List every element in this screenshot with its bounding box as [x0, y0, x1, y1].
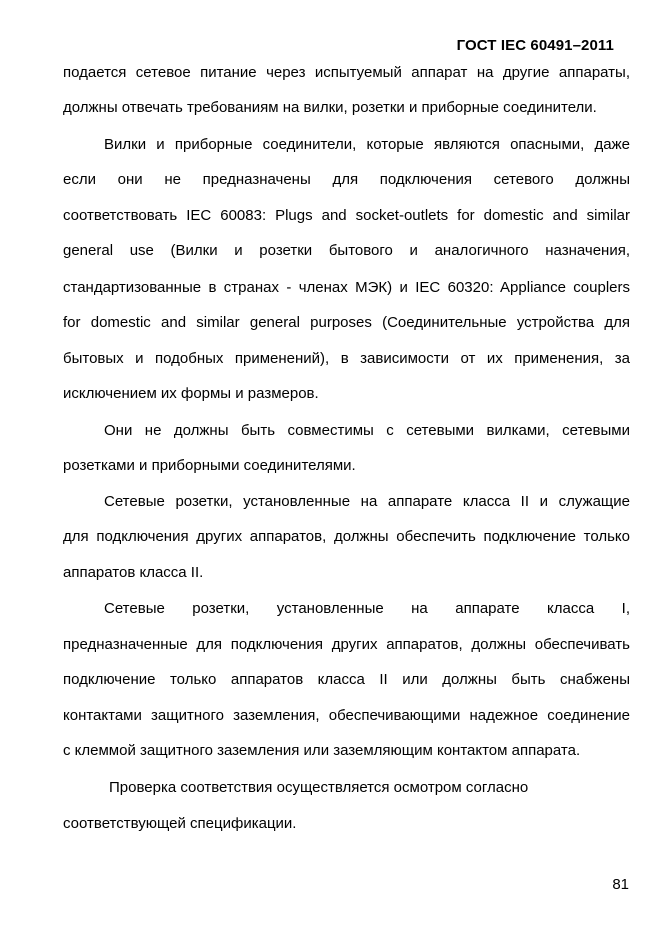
text-line: подается сетевое питание через испытуемый аппарат на другие аппараты, — [63, 64, 630, 81]
text-line: стандартизованные в странах - членах МЭК) и IEC 60320: Appliance couplers — [63, 279, 630, 296]
text-line: если они не предназначены для подключения сетевого должны — [63, 171, 630, 188]
page-number: 81 — [612, 876, 629, 893]
text-line: аппаратов класса II. — [63, 564, 204, 581]
text-line: подключение только аппаратов класса II или должны быть снабжены — [63, 671, 630, 688]
text-line: соответствующей спецификации. — [63, 815, 297, 832]
text-line: исключением их формы и размеров. — [63, 385, 319, 402]
text-line: Проверка соответствия осуществляется осмотром согласно — [109, 779, 529, 796]
text-line: с клеммой защитного заземления или заземляющим контактом аппарата. — [63, 742, 581, 759]
text-line: Вилки и приборные соединители, которые являются опасными, даже — [104, 136, 630, 153]
text-line: for domestic and similar general purposes (Соединительные устройства для — [63, 314, 630, 331]
text-line: розетками и приборными соединителями. — [63, 457, 356, 474]
text-line: предназначенные для подключения других аппаратов, должны обеспечивать — [63, 636, 630, 653]
text-line: Они не должны быть совместимы с сетевыми вилками, сетевыми — [104, 422, 630, 439]
text-line: Сетевые розетки, установленные на аппарате класса I, — [104, 600, 630, 617]
text-line: бытовых и подобных применений), в зависимости от их применения, за — [63, 350, 630, 367]
text-line: для подключения других аппаратов, должны обеспечить подключение только — [63, 528, 630, 545]
text-line: Сетевые розетки, установленные на аппарате класса II и служащие — [104, 493, 630, 510]
document-code-header: ГОСТ IEC 60491–2011 — [456, 37, 614, 54]
text-line: контактами защитного заземления, обеспечивающими надежное соединение — [63, 707, 630, 724]
text-line: должны отвечать требованиям на вилки, розетки и приборные соединители. — [63, 99, 597, 116]
text-line: соответствовать IEC 60083: Plugs and socket-outlets for domestic and similar — [63, 207, 630, 224]
text-line: general use (Вилки и розетки бытового и аналогичного назначения, — [63, 242, 630, 259]
